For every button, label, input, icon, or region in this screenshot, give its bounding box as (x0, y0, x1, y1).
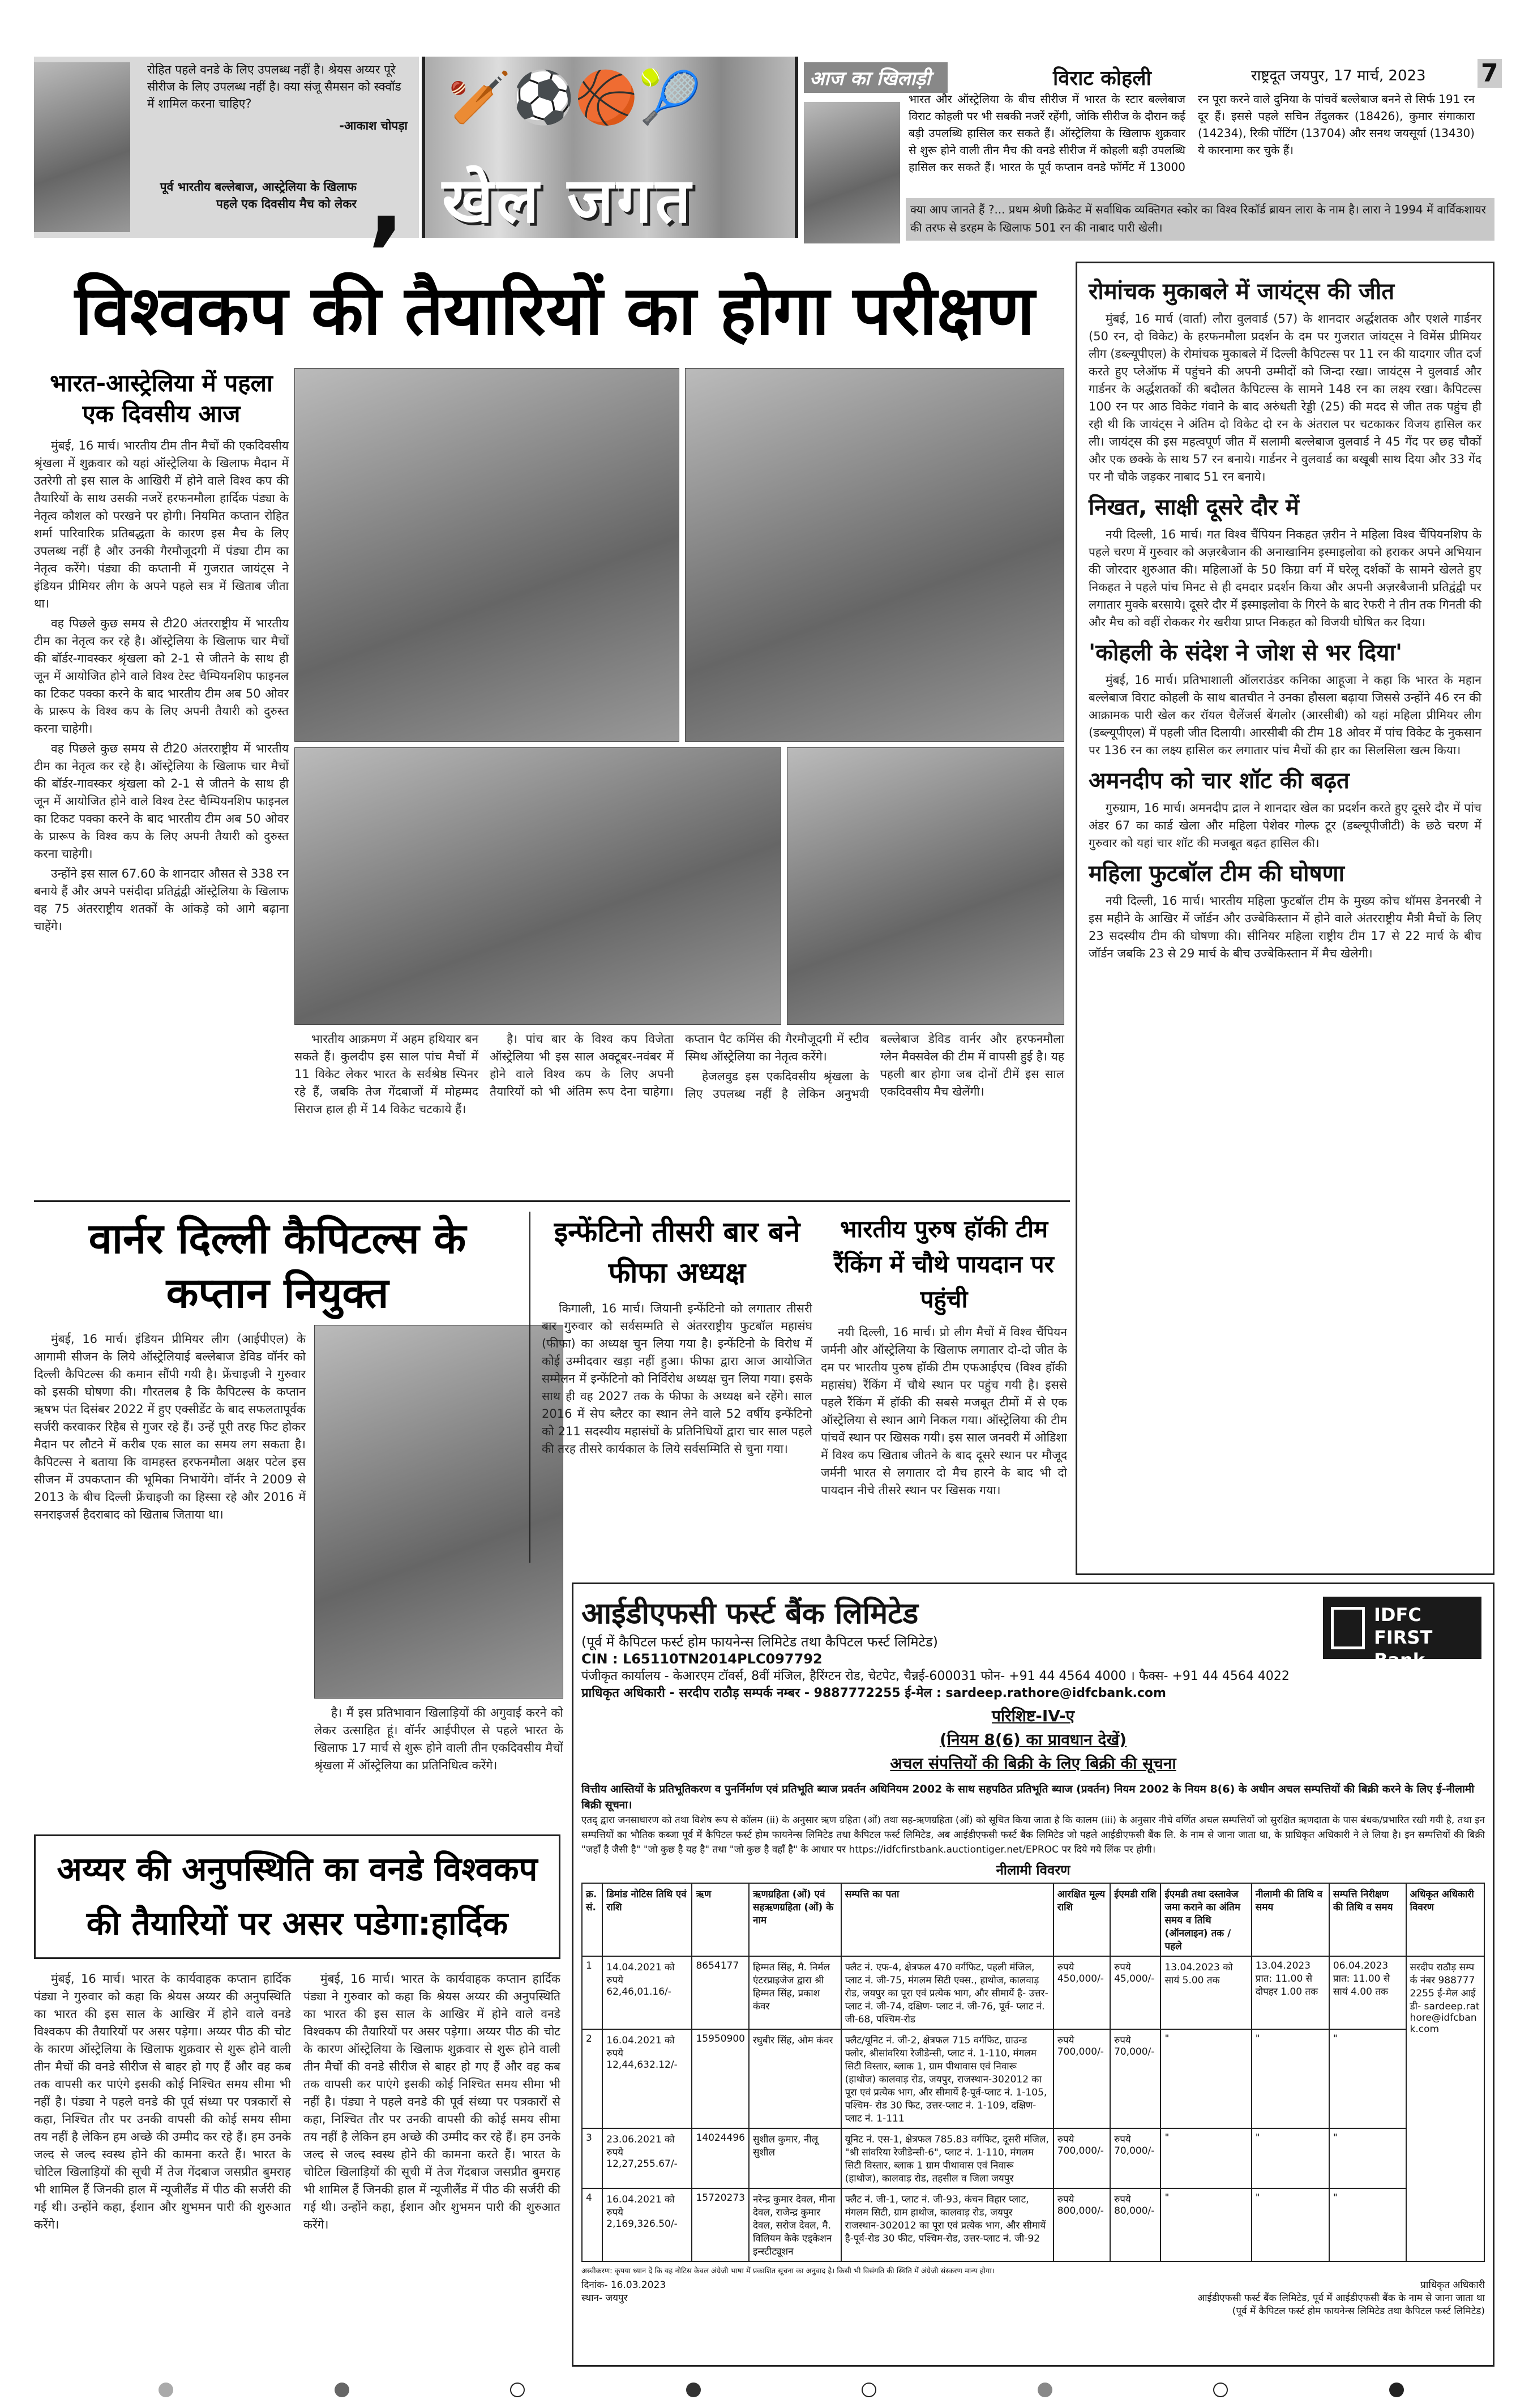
registration-dot (686, 2383, 701, 2397)
table-header-cell: डिमांड नोटिस तिथि एवं राशि (602, 1883, 692, 1956)
aaj-ka-khiladi-tag: आज का खिलाड़ी (804, 62, 948, 93)
table-cell: रुपये 80,000/- (1110, 2188, 1160, 2261)
story-body: नयी दिल्ली, 16 मार्च। गत विश्व चैंपियन निकहत ज़रीन ने महिला विश्व चैंपियनशिप के पहले चरण में गुरुवार को अज़रबैजान की अनाखानिम इस्माइलोवा को हराकर अपने अभियान की जोरदार शुरुआत की। महिलाओं के 50 किग्रा वर्ग में घरेलू दर्शकों के सामने खेलते हुए निकहत ने पहले पांच मिनट से ही दमदार प्रदर्शन किया और अपनी अज़रबैजानी प्रतिद्वंद्वी पर लगातार मुक्के बरसाये। दूसरे दौर में इस्माइलोवा के गिरने के बाद रेफरी ने तीन तक गिनती की और मैच को वहीं रोककर गेर खरीया प्राप्त निकहत को विजयी घोषित कर दिया। (1089, 528, 1481, 629)
quote-caption: पूर्व भारतीय बल्लेबाज, आस्ट्रेलिया के खिलाफ पहले एक दिवसीय मैच को लेकर (160, 180, 357, 211)
auction-table (581, 1883, 1485, 2262)
signatory-org: आईडीएफसी फर्स्ट बैंक लिमिटेड, पूर्व में आईडीएफसी बैंक के नाम से जाना जाता था (1197, 2292, 1485, 2304)
story-headline: निखत, साक्षी दूसरे दौर में (1089, 494, 1299, 520)
lead-paragraph: भारतीय आक्रमण में अहम हथियार बन सकते हैं। कुलदीप इस साल पांच मैचों में 11 विकेट लेकर भारत के सर्वश्रेष्ठ स्पिनर रहे हैं, जबकि तेज गेंदबाजों में मोहम्मद सिराज हाल ही में 14 विकेट चटकाये हैं। (294, 1032, 478, 1116)
section-title: खेल जगत (442, 164, 695, 237)
lead-paragraph: वह पिछले कुछ समय से टी20 अंतरराष्ट्रीय में भारतीय टीम का नेतृत्व कर रहे है। ऑस्ट्रेलिया के खिलाफ चार मैचों की बॉर्डर-गावस्कर श्रृंखला को 2-1 से जीतने के साथ ही जून में आयोजित होने वाले विश्व टेस्ट चैम्पियनशिप फाइनल का टिकट पक्का करने के बाद भारतीय टीम अब 50 ओवर के प्रारूप के विश्व कप के लिए अपनी तैयारी को दुरुस्त करना चाहेगी। (34, 742, 289, 861)
lead-continuation (294, 1030, 1064, 1195)
warner-body-2 (314, 1704, 563, 1817)
warner-body (34, 1331, 306, 1817)
page-number: 7 (1478, 59, 1502, 88)
table-cell: " (1160, 2128, 1251, 2188)
notice-place: स्थान- जयपुर (581, 2292, 628, 2304)
story-headline: रोमांचक मुकाबले में जायंट्स की जीत (1089, 279, 1394, 305)
table-row (582, 2188, 1484, 2261)
table-cell: 16.04.2021 को रुपये 12,44,632.12/- (602, 2029, 692, 2128)
table-cell: 4 (582, 2188, 602, 2261)
warner-headline: वार्नर दिल्ली कैपिटल्स के कप्तान नियुक्त (88, 1214, 466, 1318)
did-you-know: क्या आप जानते हैं ?... प्रथम श्रेणी क्रिकेट में सर्वाधिक व्यक्तिगत स्कोर का विश्व रिकॉर्ड ब्रायन लारा के नाम है। लारा ने 1994 में वार्विकशायर की तरफ से डरहम के खिलाफ 501 रन की नाबाद पारी खेली। (906, 198, 1494, 241)
story-headline: महिला फुटबॉल टीम की घोषणा (1089, 861, 1344, 887)
aakash-chopra-photo (34, 62, 130, 232)
story-body: गुरुग्राम, 16 मार्च। अमनदीप द्राल ने शानदार खेल का प्रदर्शन करते हुए दूसरे दौर में पांच अंडर 67 का कार्ड खेला और महिला पेशेवर गोल्फ टूर (डब्ल्यूपीजीटी) के छठे चरण में गुरुवार को यहां चार शॉट की मजबूत बढ़त हासिल की। (1089, 801, 1481, 850)
table-header-cell: नीलामी की तिथि व समय (1252, 1883, 1329, 1956)
notice-intro: एतद् द्वारा जनसाधारण को तथा विशेष रूप से कॉलम (ii) के अनुसार ऋण ग्रहिता (ओं) तथा सह-ऋणग्रहिता (ओं) को सूचित किया जाता है कि कालम (iii) के अनुसार नीचे वर्णित अचल सम्पत्तियों जो सुरक्षित ऋणदाता के पास बंधक/प्रभारित रखी गयी है, तथा इन सम्पत्तियों का भौतिक कब्जा पूर्व में कैपिटल फर्स्ट होम फायनेन्स लिमिटेड तथा कैपिटल फर्स्ट लिमिटेड, अब आईडीएफसी फर्स्ट बैंक लिमिटेड जो पहले आईडीएफसी बैंक लि. के नाम से जाना जाता था, के प्राधिकृत अधिकारी ने ले लिया है। इन सम्पत्तियों की बिक्री "जहाँ है जैसी है" "जो कुछ है यह है" तथा "जो कुछ है वहाँ है" के आधार पर https://idfcfirstbank.auctiontiger.net/EPROC पर दिये गये लिंक पर होगी। (581, 1815, 1485, 1855)
warner-paragraph: मुंबई, 16 मार्च। इंडियन प्रीमियर लीग (आईपीएल) के आगामी सीजन के लिये ऑस्ट्रेलियाई बल्लेबाज डेविड वॉर्नर को दिल्ली कैपिटल्स की कमान सौंपी गयी है। फ्रेंचाइजी ने गुरुवार को इसकी घोषणा की। गौरतलब है कि कैपिटल्स के कप्तान ऋषभ पंत दिसंबर 2022 में हुए एक्सीडेंट के बाद सफलतापूर्वक सर्जरी करवाकर रिहैब से गुजर रहे हैं। उन्हें पूरी तरह फिट होकर मैदान पर लौटने में करीब एक साल का समय लग सकता है। कैपिटल्स ने बताया कि वामहस्त हरफनमौला अक्षर पटेल इस सीजन में उपकप्तान की भूमिका निभायेंगे। वॉर्नर ने 2009 से 2013 के बीच दिल्ली फ्रेंचाइजी का हिस्सा रहे और 2016 में सनराइजर्स हैदराबाद को खिताब जिताया था। (34, 1332, 306, 1521)
disclaimer: अस्वीकरण: कृपया ध्यान दें कि यह नोटिस केवल अंग्रेजी भाषा में प्रकाशित सूचना का अनुवाद है। किसी भी विसंगति की स्थिति में अंग्रेजी संस्करण मान्य होगा। (581, 2267, 995, 2276)
player-text: भारत और ऑस्ट्रेलिया के बीच सीरीज में भारत के स्टार बल्लेबाज विराट कोहली पर भी सबकी नजरें रहेंगी, जोकि सीरीज के दौरान कई बड़ी उपलब्धि हासिल कर सकते हैं। ऑस्ट्रेलिया के खिलाफ शुक्रवार से शुरू होने वाली तीन मैच की वनडे सीरीज में कोहली बड़ी उपलब्धि हासिल कर सकते हैं। भारत के पूर्व कप्तान वनडे फॉर्मेट में 13000 रन पूरा करने वाले दुनिया के पांचवें बल्लेबाज बनने से सिर्फ 191 रन दूर हैं। इससे पहले सचिन तेंदुलकर (18426), कुमार संगाकारा (14234), रिकी पोंटिंग (13704) और सनथ जयसूर्या (13430) ये कारनामा कर चुके हैं। (909, 92, 1475, 174)
table-cell: " (1252, 2188, 1329, 2261)
rule-title: (नियम 8(6) का प्रावधान देखें) (939, 1730, 1127, 1749)
table-cell: हिम्मत सिंह, मै. निर्मल एंटरप्राइजेज द्वारा श्री हिम्मत सिंह, प्रकाश कंवर (749, 1956, 841, 2029)
player-running-photo (294, 747, 781, 1025)
lead-paragraph: उन्होंने इस साल 67.60 के शानदार औसत से 338 रन बनाये हैं और अपने पसंदीदा प्रतिद्वंद्वी ऑस्ट्रेलिया के खिलाफ वह 75 अंतरराष्ट्रीय शतकों के आंकड़े को आगे बढ़ाना चाहेंगे। (34, 867, 289, 933)
warner-paragraph: है। मैं इस प्रतिभावान खिलाड़ियों की अगुवाई करने को लेकर उत्साहित हूं। वॉर्नर आईपीएल से पहले भारत के खिलाफ 17 मार्च से शुरू होने वाली तीन एकदिवसीय मैचों श्रृंखला में ऑस्ट्रेलिया का प्रतिनिधित्व करेंगे। (314, 1706, 563, 1772)
table-header-cell: ऋणग्रहिता (ओं) एवं सहऋणग्रहिता (ओं) के नाम (749, 1883, 841, 1956)
story-body: मुंबई, 16 मार्च। प्रतिभाशाली ऑलराउंडर कनिका आहूजा ने कहा कि भारत के महान बल्लेबाज विराट कोहली के साथ बातचीत ने उनका हौसला बढ़ाया जिससे उन्होंने 46 रन की आक्रामक पारी खेल कर रॉयल चैलेंजर्स बेंगलोर (आरसीबी) को यहां महिला प्रीमियर लीग (डब्ल्यूपीएल) में पहली जीत दिलायी। आरसीबी की टीम 18 ओवर में पांच विकेट के नुकसान पर 136 रन का लक्ष्य हासिल कर लगातार पांच मैचों की हार का सिलसिला खत्म किया। (1089, 673, 1481, 757)
table-cell: रुपये 70,000/- (1110, 2128, 1160, 2188)
registration-dot (1038, 2383, 1052, 2397)
table-header-cell: ईएमडी तथा दस्तावेज जमा कराने का अंतिम समय व तिथि (ऑनलाइन) तक / पहले (1160, 1883, 1251, 1956)
table-cell: यूनिट नं. एस-1, क्षेत्रफल 785.83 वर्गफिट, दूसरी मंजिल, "श्री सांवरिया रेजीडेन्सी-6", प्लाट नं. 1-110, मंगलम सिटी विस्तार, ब्लाक 1 ग्राम पीथावास एवं निवारू (हाथोज), कालवाड़ रोड, तहसील व जिला जयपुर (841, 2128, 1054, 2188)
table-row (582, 2128, 1484, 2188)
table-cell: 15720273 (692, 2188, 749, 2261)
lead-paragraph: हेजलवुड इस एकदिवसीय श्रृंखला के लिए उपलब्ध नहीं है लेकिन अनुभवी बल्लेबाज डेविड वार्नर और हरफनमौला ग्लेन मैक्सवेल की टीम में वापसी हुई है। यह पहली बार होगा जब दोनों टीमें इस साल एकदिवसीय मैच खेलेंगी। (685, 1032, 1064, 1101)
story-body: नयी दिल्ली, 16 मार्च। भारतीय महिला फुटबॉल टीम के मुख्य कोच थॉमस डेननरबी ने इस महीने के आखिर में जॉर्डन और उज्बेकिस्तान में होने वाले अंतरराष्ट्रीय मैत्री मैचों के लिए 23 सदस्यीय टीम की घोषणा की। सीनियर महिला राष्ट्रीय टीम 17 से 22 मार्च के बीच जॉर्डन जबकि 23 से 29 मार्च के बीच उज्बेकिस्तान में मैच खेलेगी। (1089, 894, 1481, 960)
registration-dot (1389, 2383, 1404, 2397)
david-warner-photo (314, 1325, 563, 1699)
table-cell: फ्लैट/यूनिट नं. जी-2, क्षेत्रफल 715 वर्गफिट, ग्राउन्ड फ्लोर, श्रीसांवरिया रेजीडेन्सी, प्लाट नं. 1-110, मंगलम सिटी विस्तार, ब्लाक 1, ग्राम पीथावास एवं निवारू (हाथोज) कालवाड़ रोड, जयपुर, राजस्थान-302012 का पूरा एवं प्रत्येक भाग, और सीमायें है-पूर्व-प्लाट नं. 1-105, पश्चिम- रोड 30 फिट, उत्तर-प्लाट नं. 1-109, दक्षिण- प्लाट नं. 1-111 (841, 2029, 1054, 2128)
hockey-story (821, 1212, 1067, 1563)
table-cell: फ्लैट नं. एफ-4, क्षेत्रफल 470 वर्गफिट, पहली मंजिल, प्लाट नं. जी-75, मंगलम सिटी एक्स., हाथोज, कालवाड़ रोड, जयपुर का पूरा एवं प्रत्येक भाग, और सीमायें है- उत्तर-प्लाट नं. जी-74, दक्षिण- प्लाट नं. जी-76, पूर्व- प्लाट नं. जी-68, पश्चिम-रोड (841, 1956, 1054, 2029)
appendix-title: परिशिष्ट-IV-ए (991, 1706, 1075, 1725)
aaj-ka-khiladi-panel (804, 57, 1498, 243)
bank-cin: CIN : L65110TN2014PLC097792 (581, 1651, 823, 1667)
table-cell: " (1160, 2029, 1251, 2128)
notice-intro-bold: वित्तीय आस्तियों के प्रतिभूतिकरण व पुनर्निर्माण एवं प्रतिभूति ब्याज प्रवर्तन अधिनियम 2002 के साथ सहपठित प्रतिभूति ब्याज (प्रवर्तन) नियम 2002 के नियम 8(6) के अधीन अचल सम्पत्तियों की बिक्री करने के लिए ई-नीलामी बिक्री सूचना। (581, 1783, 1475, 1811)
infantino-story (529, 1212, 812, 1563)
table-cell: 13.04.2023 प्रात: 11.00 से दोपहर 1.00 तक (1252, 1956, 1329, 2029)
table-header-cell: सम्पत्ति का पता (841, 1883, 1054, 1956)
story-headline: 'कोहली के संदेश ने जोश से भर दिया' (1089, 640, 1403, 666)
quote-author: -आकाश चोपड़ा (339, 119, 408, 132)
table-header-cell: सम्पत्ति निरीक्षण की तिथि व समय (1329, 1883, 1406, 1956)
signatory-title: प्राधिकृत अधिकारी (1420, 2279, 1485, 2291)
story-body: मुंबई, 16 मार्च (वार्ता) लौरा वुलवार्ड (57) के शानदार अर्द्धशतक और एशले गार्डनर (50 रन, दो विकेट) के हरफनमौला प्रदर्शन के दम पर गुजरात जांयट्स ने विमेंस प्रीमियर लीग (डब्ल्यूपीएल) के रोमांचक मुकाबले में दिल्ली कैपिटल्स पर 11 रन की यादगार जीत दर्ज करते हुए प्लेऑफ में पहुंचने की अपनी उम्मीदों को जिन्दा रखा। जायंट्स ने वुलवार्ड और गार्डनर के अर्द्धशतकों की बदौलत कैपिटल्स के सामने 148 रन का लक्ष्य रखा। कैपिटल्स 100 रन पर आठ विकेट गंवाने के बाद अरुंधती रेड्डी (25) की मदद से जीत तक पहुंच ही रही थी कि जायंट्स ने अंतिम दो विकेट दो रन के अंतराल पर चटकाकर विजय हासिल कर ली। जायंट्स की इस महत्वपूर्ण जीत में सलामी बल्लेबाज वुलवार्ड ने 45 गेंद पर छह चौकों और एक छक्के के साथ 57 रन बनाये। गार्डनर ने वुलवार्ड का बखूबी साथ दिया और 33 गेंद पर नौ चौके जड़कर नाबाद 51 रन बनाये। (1089, 312, 1481, 484)
table-row (582, 2029, 1484, 2128)
divider (34, 1200, 1070, 1202)
quote-text: रोहित पहले वनडे के लिए उपलब्ध नहीं है। श्रेयस अय्यर पूरे सीरीज के लिए उपलब्ध नहीं है। क्या संजू सैमसन को स्क्वॉड में शामिल करना चाहिए? (147, 63, 401, 110)
hardik-headline: अय्यर की अनुपस्थिति का वनडे विश्वकप की तैयारियों पर असर पडेगा:हार्दिक (34, 1834, 560, 1959)
table-cell: 14.04.2021 को रुपये 62,46,01.16/- (602, 1956, 692, 2029)
rohit-batting-photo (685, 368, 1064, 742)
player-name: विराट कोहली (1053, 67, 1151, 90)
table-cell: " (1329, 2029, 1406, 2128)
bank-formerly: (पूर्व में कैपिटल फर्स्ट होम फायनेन्स लिमिटेड तथा कैपिटल फर्स्ट लिमिटेड) (581, 1634, 938, 1650)
idfc-logo (1323, 1597, 1481, 1671)
hardik-body (34, 1970, 560, 2361)
quote-mark-icon: , (368, 145, 405, 257)
lead-subhead: भारत-आस्ट्रेलिया में पहला एक दिवसीय आज (50, 369, 273, 427)
table-header-cell: आरक्षित मूल्य राशि (1054, 1883, 1110, 1956)
table-cell: " (1252, 2128, 1329, 2188)
table-cell: रुपये 450,000/- (1054, 1956, 1110, 2029)
header-quote-box (34, 57, 419, 257)
table-cell: 15950900 (692, 2029, 749, 2128)
table-cell: रुपये 700,000/- (1054, 2029, 1110, 2128)
idfc-logo-mark-icon (1331, 1607, 1365, 1649)
table-header-cell: ऋण (692, 1883, 749, 1956)
hockey-paragraph: नयी दिल्ली, 16 मार्च। प्रो लीग मैचों में विश्व चैंपियन जर्मनी और ऑस्ट्रेलिया के खिलाफ लगातार दो-दो जीत के दम पर भारतीय पुरुष हॉकी टीम एफआईएच (विश्व हॉकी महासंघ) रैंकिंग में चौथे स्थान पर पहुंच गयी है। इससे पहले रैंकिंग में हॉकी की सबसे मजबूत टीमों में से एक ऑस्ट्रेलिया से स्थान आगे निकल गया। ऑस्ट्रेलिया की टीम पांचवें स्थान पर खिसक गयी। इस साल जनवरी में ओडिशा में विश्व कप खिताब जीतने के बाद दूसरे स्थान पर मौजूद जर्मनी भारत से लगातार दो मैच हारने के बाद भी दो पायदान नीचे तीसरे स्थान पर खिसक गया। (821, 1325, 1067, 1497)
signatory-org: (पूर्व में कैपिटल फर्स्ट होम फायनेन्स लिमिटेड तथा कैपिटल फर्स्ट लिमिटेड) (1232, 2306, 1485, 2317)
logo-text: IDFC FIRST (1374, 1604, 1433, 1648)
table-cell: 06.04.2023 प्रात: 11.00 से सायं 4.00 तक (1329, 1956, 1406, 2029)
table-cell: 1 (582, 1956, 602, 2029)
table-cell: 14024496 (692, 2128, 749, 2188)
table-cell: " (1329, 2188, 1406, 2261)
right-news-column (1076, 262, 1494, 1575)
lead-headline: विश्वकप की तैयारियों का होगा परीक्षण (75, 272, 1035, 350)
table-cell: 13.04.2023 को सायं 5.00 तक (1160, 1956, 1251, 2029)
notice-title: अचल संपत्तियों की बिक्री के लिए बिक्री की सूचना (890, 1754, 1176, 1773)
table-cell: 23.06.2021 को रुपये 12,27,255.67/- (602, 2128, 692, 2188)
infantino-headline: इन्फेंटिनो तीसरी बार बने फीफा अध्यक्ष (554, 1216, 800, 1289)
crosshair-icon (862, 2383, 876, 2397)
table-cell: रुपये 700,000/- (1054, 2128, 1110, 2188)
table-title: नीलामी विवरण (996, 1862, 1070, 1878)
bank-name: आईडीएफसी फर्स्ट बैंक लिमिटेड (581, 1597, 919, 1631)
lead-paragraph: है। पांच बार के विश्व कप विजेता ऑस्ट्रेलिया भी इस साल अक्टूबर-नवंबर में होने वाले विश्व कप के लिए अपनी तैयारियों को भी अंतिम रूप देना चाहेगा। कप्तान पैट कमिंस की गैरमौजूदगी में स्टीव स्मिथ ऑस्ट्रेलिया का नेतृत्व करेंगे। (490, 1032, 869, 1098)
table-cell: रुपये 800,000/- (1054, 2188, 1110, 2261)
print-registration-marks (159, 2383, 1404, 2397)
table-cell: सुशील कुमार, नीलू सुशील (749, 2128, 841, 2188)
dateline: राष्ट्रदूत जयपुर, 17 मार्च, 2023 (1251, 67, 1426, 84)
table-cell: रघुबीर सिंह, ओम कंवर (749, 2029, 841, 2128)
virat-kohli-photo (804, 102, 900, 243)
table-cell: रुपये 70,000/- (1110, 2029, 1160, 2128)
notice-date: दिनांक- 16.03.2023 (581, 2279, 666, 2291)
table-cell: फ्लैट नं. जी-1, प्लाट नं. जी-93, कंचन विहार प्लाट, मंगलम सिटी, ग्राम हाथोज, कालवाड़ रोड, जयपुर राजस्थान-302012 का पूरा एवं प्रत्येक भाग, और सीमायें है-पूर्व-रोड 30 फीट, पश्चिम-रोड, उत्तर-प्लाट नं. जी-92 (841, 2188, 1054, 2261)
hardik-paragraph: मुंबई, 16 मार्च। भारत के कार्यवाहक कप्तान हार्दिक पंड्या ने गुरुवार को कहा कि श्रेयस अय्यर की अनुपस्थिति का भारत की इस साल के आखिर में होने वाले वनडे विश्वकप की तैयारियों पर असर पड़ेगा। अय्यर पीठ की चोट के कारण ऑस्ट्रेलिया के खिलाफ शुक्रवार से शुरू होने वाली तीन मैचों की वनडे सीरीज से बाहर हो गए हैं और वह कब तक वापसी कर पाएंगे इसकी कोई निश्चित समय सीमा भी नहीं है। पंड्या ने पहले वनडे की पूर्व संध्या पर पत्रकारों से कहा, निश्चित तौर पर उनकी वापसी की कोई समय सीमा तय नहीं है लेकिन हम अच्छे की उम्मीद कर रहे हैं। हम उनके जल्द से जल्द स्वस्थ होने की कामना करते हैं। भारत के चोटिल खिलाड़ियों की सूची में तेज गेंदबाज जसप्रीत बुमराह भी शामिल हैं जिनकी हाल में न्यूजीलैंड में पीठ की सर्जरी की गई थी। उन्होंने कहा, ईशान और शुभमन पारी की शुरुआत करेंगे। (34, 1972, 291, 2231)
registration-dot (159, 2383, 173, 2397)
hardik-paragraph: मुंबई, 16 मार्च। भारत के कार्यवाहक कप्तान हार्दिक पंड्या ने गुरुवार को कहा कि श्रेयस अय्यर की अनुपस्थिति का भारत की इस साल के आखिर में होने वाले वनडे विश्वकप की तैयारियों पर असर पड़ेगा। अय्यर पीठ की चोट के कारण ऑस्ट्रेलिया के खिलाफ शुक्रवार से शुरू होने वाली तीन मैचों की वनडे सीरीज से बाहर हो गए हैं और वह कब तक वापसी कर पाएंगे इसकी कोई निश्चित समय सीमा भी नहीं है। पंड्या ने पहले वनडे की पूर्व संध्या पर पत्रकारों से कहा, निश्चित तौर पर उनकी वापसी की कोई समय सीमा तय नहीं है लेकिन हम अच्छे की उम्मीद कर रहे हैं। हम उनके जल्द से जल्द स्वस्थ होने की कामना करते हैं। भारत के चोटिल खिलाड़ियों की सूची में तेज गेंदबाज जसप्रीत बुमराह भी शामिल हैं जिनकी हाल में न्यूजीलैंड में पीठ की सर्जरी की गई थी। उन्होंने कहा, ईशान और शुभमन पारी की शुरुआत करेंगे। (303, 1972, 560, 2231)
hardik-pandya-photo (294, 368, 679, 742)
table-cell: " (1329, 2128, 1406, 2188)
lead-paragraph: वह पिछले कुछ समय से टी20 अंतरराष्ट्रीय में भारतीय टीम का नेतृत्व कर रहे है। ऑस्ट्रेलिया के खिलाफ चार मैचों की बॉर्डर-गावस्कर श्रृंखला को 2-1 से जीतने के साथ ही जून में आयोजित होने वाले विश्व टेस्ट चैम्पियनशिप फाइनल का टिकट पक्का करने के बाद भारतीय टीम अब 50 ओवर के प्रारूप के विश्व कप के लिए अपनी तैयारी को दुरुस्त करना चाहेगी। (34, 617, 289, 735)
idfc-auction-notice (572, 1582, 1494, 2367)
sports-equipment-icon: 🏏⚽🏀🎾 (448, 68, 702, 127)
crosshair-icon (1213, 2383, 1228, 2397)
story-headline: अमनदीप को चार शॉट की बढ़त (1089, 768, 1350, 794)
lead-paragraph: मुंबई, 16 मार्च। भारतीय टीम तीन मैचों की एकदिवसीय श्रृंखला में शुक्रवार को यहां ऑस्ट्रेलिया के खिलाफ मैदान में उतरेगी तो इस साल के आखिरी में होने वाले विश्व कप की तैयारियों के साथ उसकी नजरें हरफनमौला हार्दिक पंड्या के नेतृत्व कौशल को परखने पर होगी। नियमित कप्तान रोहित शर्मा पारिवारिक प्रतिबद्धता के कारण इस मैच के लिए उपलब्ध नहीं है और उनकी गैरमौजूदगी में पंड्या टीम का नेतृत्व करेंगे। पंड्या की कप्तानी में गुजरात जायंट्स ने इंडियन प्रीमियर लीग के अपने पहले सत्र में खिताब जीता था। (34, 439, 289, 610)
bank-office: पंजीकृत कार्यालय - केआरएम टॉवर्स, 8वीं मंजिल, हैरिंग्टन रोड, चेटपेट, चैन्नई-600031 फोन- +91 44 4564 4000 । फैक्स- +91 44 4564 4022 (581, 1669, 1290, 1683)
table-cell: 16.04.2021 को रुपये 2,169,326.50/- (602, 2188, 692, 2261)
table-header-cell: ईएमडी राशि (1110, 1883, 1160, 1956)
table-header-cell: क्र. सं. (582, 1883, 602, 1956)
crosshair-icon (510, 2383, 525, 2397)
table-cell: रुपये 45,000/- (1110, 1956, 1160, 2029)
table-row (582, 1956, 1484, 2029)
table-cell: 8654177 (692, 1956, 749, 2029)
table-cell: 2 (582, 2029, 602, 2128)
infantino-paragraph: किगाली, 16 मार्च। जियानी इन्फेंटिनो को लगातार तीसरी बार गुरुवार को सर्वसम्मति से अंतरराष्ट्रीय फुटबॉल महासंघ (फीफा) का अध्यक्ष चुन लिया गया है। इन्फेंटिनो के विरोध में कोई उम्मीदवार खड़ा नहीं हुआ। फीफा द्वारा आज आयोजित सम्मेलन में इन्फेंटिनो को निर्विरोध अध्यक्ष चुन लिया गया। इसके साथ ही वह 2027 तक के फीफा के अध्यक्ष बने रहेंगे। साल 2016 में सेप ब्लैटर का स्थान लेने वाले 52 वर्षीय इन्फेंटिनो को 211 सदस्यीय महासंघों के प्रतिनिधियों द्वारा चार साल पहले की तरह तीसरे कार्यकाल के लिये सर्वसम्मिति से चुना गया। (542, 1302, 812, 1456)
table-cell: नरेन्द्र कुमार देवल, मीना देवल, राजेन्द्र कुमार देवल, सरोज देवल, मै. विलियम केके एड्केशन इन्स्टीट्यूशन (749, 2188, 841, 2261)
logo-text: Bank (1374, 1649, 1425, 1671)
khel-jagat-logo (422, 57, 798, 238)
table-cell: 3 (582, 2128, 602, 2188)
hockey-headline: भारतीय पुरुष हॉकी टीम रैंकिंग में चौथे पायदान पर पहुंची (834, 1215, 1054, 1313)
jadeja-photo (787, 747, 1064, 1025)
bank-officer: प्राधिकृत अधिकारी - सरदीप राठौड़ सम्पर्क नम्बर - 9887772255 ई-मेल : sardeep.rathore@idfcbank.com (581, 1686, 1166, 1700)
lead-left-column (34, 368, 289, 938)
table-cell: " (1252, 2029, 1329, 2128)
table-cell: " (1160, 2188, 1251, 2261)
officer-cell: सरदीप राठौड़ सम्पर्क नंबर 9887772255 ई-मेल आईडी- sardeep.rathore@idfcbank.com (1406, 1956, 1484, 2261)
table-header-cell: अधिकृत अधिकारी विवरण (1406, 1883, 1484, 1956)
registration-dot (335, 2383, 349, 2397)
